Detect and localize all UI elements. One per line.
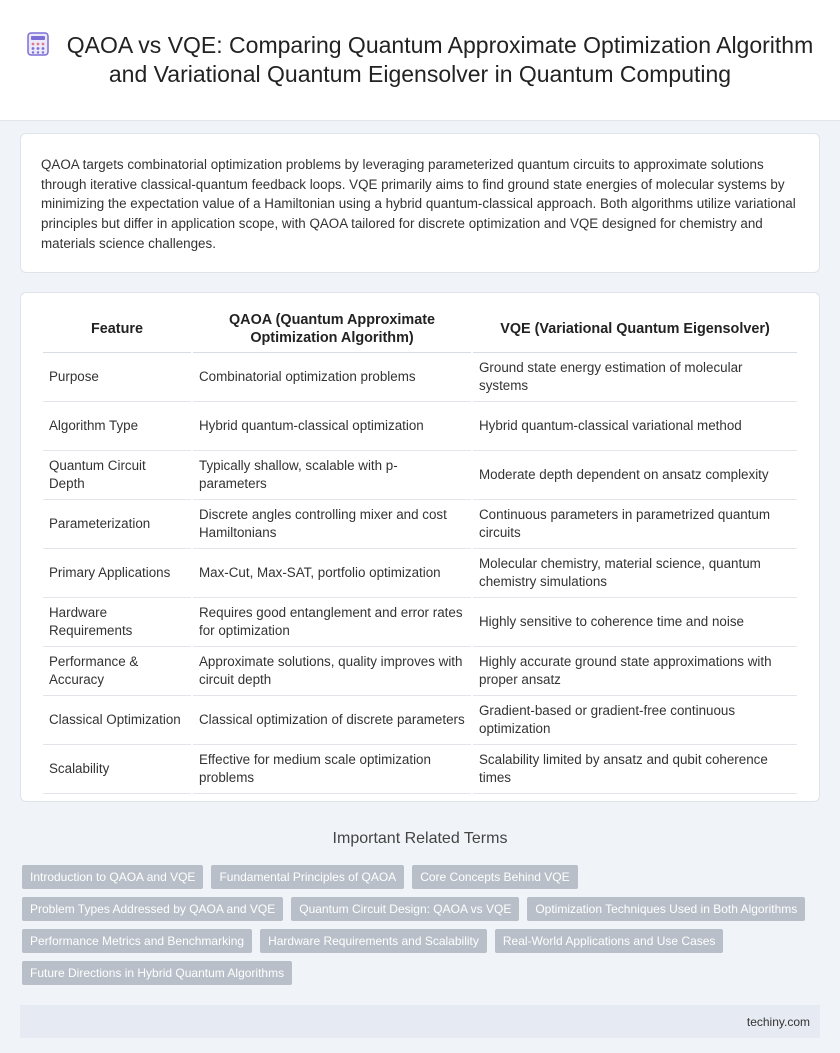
page-header [0, 0, 840, 121]
vqe-cell: Highly sensitive to coherence time and noise [473, 598, 797, 647]
vqe-cell: Ground state energy estimation of molecular systems [473, 353, 797, 402]
table-row [43, 402, 797, 451]
comparison-card [20, 292, 820, 802]
related-terms-title: Important Related Terms [332, 830, 508, 847]
feature-cell: Quantum Circuit Depth [43, 451, 191, 500]
page-title [20, 31, 820, 89]
feature-cell: Classical Optimization [43, 696, 191, 745]
calculator-icon [27, 32, 49, 56]
page-title-text: QAOA vs VQE: Comparing Quantum Approximate Optimization Algorithm and Variational Quantum Eigensolver in Quantum Computing [66, 32, 814, 87]
related-term-tag[interactable]: Real-World Applications and Use Cases [495, 929, 724, 953]
related-terms-list [22, 865, 820, 993]
qaoa-cell: Approximate solutions, quality improves with circuit depth [193, 647, 471, 696]
related-term-tag[interactable]: Introduction to QAOA and VQE [22, 865, 203, 889]
qaoa-cell: Classical optimization of discrete parameters [193, 696, 471, 745]
feature-cell: Parameterization [43, 500, 191, 549]
table-row [43, 647, 797, 696]
related-term-tag[interactable]: Fundamental Principles of QAOA [211, 865, 404, 889]
related-term-tag[interactable]: Problem Types Addressed by QAOA and VQE [22, 897, 283, 921]
feature-cell: Hardware Requirements [43, 598, 191, 647]
vqe-cell: Hybrid quantum-classical variational method [473, 402, 797, 451]
feature-cell: Purpose [43, 353, 191, 402]
vqe-cell: Gradient-based or gradient-free continuous optimization [473, 696, 797, 745]
feature-cell: Scalability [43, 745, 191, 794]
related-term-tag[interactable]: Quantum Circuit Design: QAOA vs VQE [291, 897, 519, 921]
footer-site-link[interactable]: techiny.com [746, 1014, 810, 1029]
header-feature: Feature [43, 305, 191, 353]
intro-text: QAOA targets combinatorial optimization problems by leveraging parameterized quantum circuits to approximate solutions through iterative classical-quantum feedback loops. VQE primarily aims to find ground state energies of molecular systems by minimizing the expectation value of a Hamiltonian using a hybrid quantum-classical approach. Both algorithms utilize variational principles but differ in application scope, with QAOA tailored for discrete optimization and VQE designed for chemistry and materials science challenges. [41, 157, 796, 251]
related-term-tag[interactable]: Future Directions in Hybrid Quantum Algorithms [22, 961, 292, 985]
table-row [43, 500, 797, 549]
table-row [43, 598, 797, 647]
related-term-tag[interactable]: Hardware Requirements and Scalability [260, 929, 487, 953]
feature-cell: Performance & Accuracy [43, 647, 191, 696]
comparison-table [41, 305, 799, 794]
qaoa-cell: Combinatorial optimization problems [193, 353, 471, 402]
table-row [43, 353, 797, 402]
vqe-cell: Moderate depth dependent on ansatz complexity [473, 451, 797, 500]
header-qaoa: QAOA (Quantum Approximate Optimization Algorithm) [193, 305, 471, 353]
table-row [43, 696, 797, 745]
page-footer [20, 1005, 820, 1038]
qaoa-cell: Max-Cut, Max-SAT, portfolio optimization [193, 549, 471, 598]
vqe-cell: Highly accurate ground state approximations with proper ansatz [473, 647, 797, 696]
table-row [43, 745, 797, 794]
qaoa-cell: Hybrid quantum-classical optimization [193, 402, 471, 451]
vqe-cell: Molecular chemistry, material science, quantum chemistry simulations [473, 549, 797, 598]
qaoa-cell: Typically shallow, scalable with p-parameters [193, 451, 471, 500]
vqe-cell: Scalability limited by ansatz and qubit coherence times [473, 745, 797, 794]
header-vqe: VQE (Variational Quantum Eigensolver) [473, 305, 797, 353]
feature-cell: Algorithm Type [43, 402, 191, 451]
table-row [43, 451, 797, 500]
related-term-tag[interactable]: Optimization Techniques Used in Both Algorithms [527, 897, 805, 921]
qaoa-cell: Effective for medium scale optimization problems [193, 745, 471, 794]
table-header-row [43, 305, 797, 353]
vqe-cell: Continuous parameters in parametrized quantum circuits [473, 500, 797, 549]
feature-cell: Primary Applications [43, 549, 191, 598]
qaoa-cell: Discrete angles controlling mixer and cost Hamiltonians [193, 500, 471, 549]
qaoa-cell: Requires good entanglement and error rates for optimization [193, 598, 471, 647]
related-term-tag[interactable]: Performance Metrics and Benchmarking [22, 929, 252, 953]
related-term-tag[interactable]: Core Concepts Behind VQE [412, 865, 577, 889]
table-row [43, 549, 797, 598]
intro-card [20, 133, 820, 273]
